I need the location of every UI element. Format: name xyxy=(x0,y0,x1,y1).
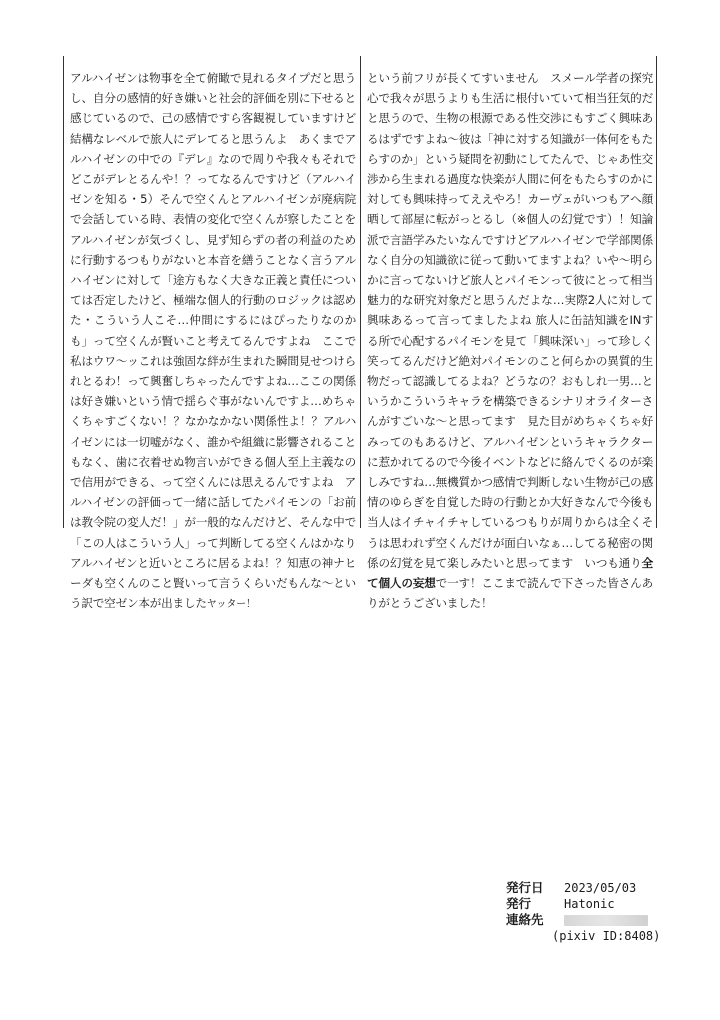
right-column-end: で一す！ここまで読んで下さった皆さんありがとうございました！ xyxy=(367,576,653,611)
contact-label: 連絡先 xyxy=(506,912,544,927)
redacted-contact-block xyxy=(564,915,648,926)
left-column-text: アルハイゼンは物事を全て俯瞰で見れるタイプだと思うし、自分の感情的好き嫌いと社会的評価を別に下せると感じているので、己の感情ですら客観視していますけど結構なレベルで旅人にデレてると思うんよ あくまでアルハイゼンの中での『デレ』なので周りや我々もそれでどこがデレとるんや！？ってなるんですけど（アルハイゼンを知る・5）そんで空くんとアルハイゼンが廃病院で会話している時、表情の変化で空くんが察したことをアルハイゼンが気づくし、見ず知らずの者の利益のために行動するつもりがないと本音を繕うことなく言うアルハイゼンに対して「途方もなく大きな正義と責任については否定したけど、極端な個人的行動のロジックは認めた・こういう人こそ…仲間にするにはぴったりなのかも」って空くんが賢いこと考えてるんですよね ここで私はウワ〜ッこれは強固な絆が生まれた瞬間見せつけられとるわ！って興奮しちゃったんですよね…ここの関係は好き嫌いという情で揺らぐ事がないんですよ…めちゃくちゃすごくない！？なかなかない関係性よ！？アルハイゼンには一切嘘がなく、誰かや組織に影響されることもなく、歯に衣着せぬ物言いができる個人至上主義なので信用ができる、って空くんには思えるんですよね アルハイゼンの評価って一緒に話してたパイモンの「お前は教令院の変人だ！」が一般的なんだけど、そんな中で「この人はこういう人」って判断してる空くんはかなりアルハイゼンと近いところに居るよね！？知恵の神ナヒーダも空くんのこと賢いって言うくらいだもんな〜という訳で空ゼン本が出ました xyxy=(70,71,356,611)
afterword-left-paragraph xyxy=(70,68,356,615)
column-rule-middle xyxy=(360,56,361,528)
colophon xyxy=(506,880,660,944)
column-rule-left xyxy=(63,56,64,528)
publisher-label: 発行 xyxy=(506,896,532,911)
colophon-pixiv-row xyxy=(506,928,660,944)
publisher-value: Hatonic xyxy=(564,897,615,911)
colophon-issue-date-row xyxy=(506,880,660,896)
issue-date-label: 発行日 xyxy=(506,880,544,895)
colophon-publisher-row xyxy=(506,896,660,912)
column-rule-right xyxy=(656,56,657,528)
colophon-contact-row xyxy=(506,912,660,928)
afterword-left-column xyxy=(70,68,356,615)
afterword-right-paragraph xyxy=(367,68,653,613)
right-column-bold-phrase: 全て個人の妄想 xyxy=(367,555,653,591)
afterword-right-column xyxy=(367,68,653,613)
issue-date-value: 2023/05/03 xyxy=(564,881,637,895)
pixiv-id-value: (pixiv ID:8408) xyxy=(552,929,661,943)
right-column-text: という前フリが長くてすいません スメール学者の探究心で我々が思うよりも生活に根付いていて相当狂気的だと思うので、生物の根源である性交渉にもすごく興味あるはずですよね〜彼は「神に対する知識が一体何をもたらすのか」という疑問を初動にしてたんで、じゃあ性交渉から生まれる過度な快楽が人間に何をもたらすのかに対しても興味持ってええやろ！カーヴェがいつもアへ顔晒して部屋に転がっとるし（※個人の幻覚です）！知論派で言語学みたいなんですけどアルハイゼンで学部関係なく自分の知識欲に従って動いてますよね？いや〜明らかに言ってないけど旅人とパイモンって彼にとって相当魅力的な研究対象だと思うんだよな…実際2人に対して興味あるって言ってましたよね 旅人に缶詰知識をINする所で心配するパイモンを見て「興味深い」って珍しく笑ってるんだけど絶対パイモンのこと何らかの異質的生物だって認識してるよね？どうなの？おもしれ一男…というかこういうキャラを構築できるシナリオライターさんがすごいな〜と思ってます 見た目がめちゃくちゃ好みってのもあるけど、アルハイゼンというキャラクターに惹かれてるので今後イベントなどに絡んでくるのが楽しみですね…無機質かつ感情で判断しない生物が己の感情のゆらぎを自覚した時の行動とか大好きなんで今後も当人はイチャイチャしているつもりが周りからは全くそうは思われず空くんだけが面白いなぁ…してる秘密の関係の幻覚を見て楽しみたいと思ってます いつも通り xyxy=(367,71,653,570)
left-column-tail: ヤッター！ xyxy=(206,599,256,611)
